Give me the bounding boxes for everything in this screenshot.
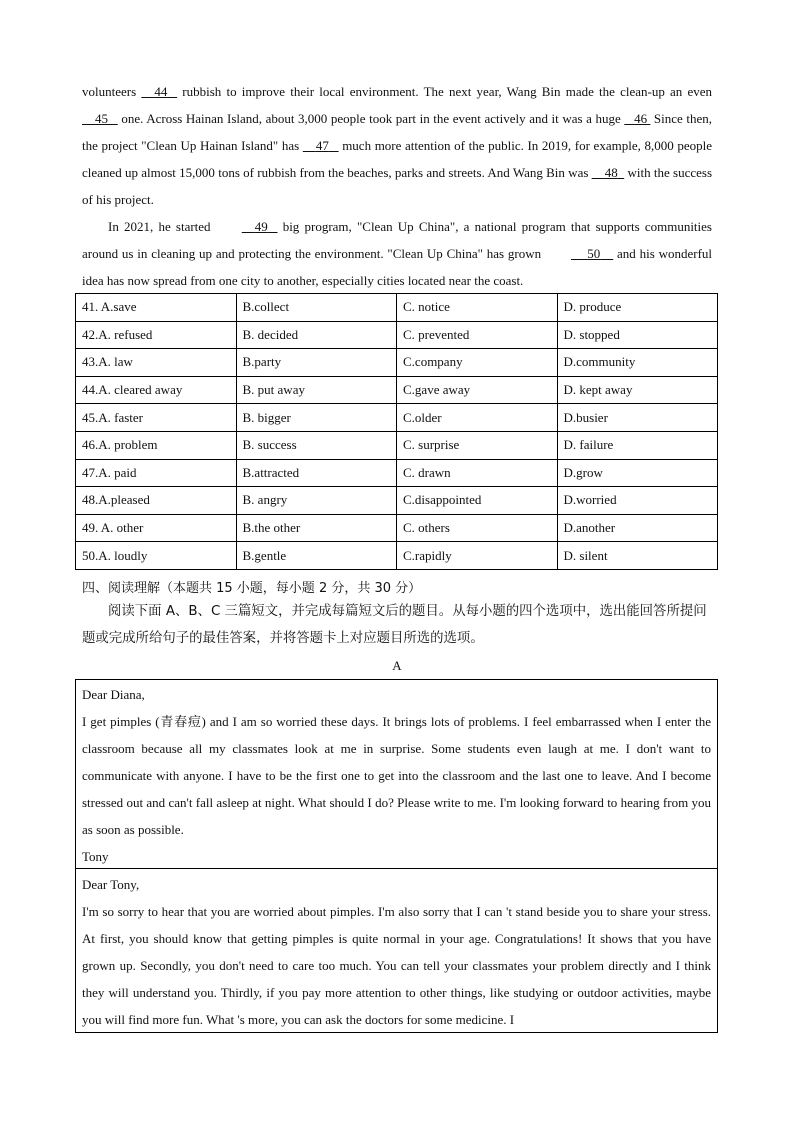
option-cell: C.gave away — [397, 376, 558, 404]
option-row — [76, 459, 718, 487]
text: Since then, the project "Clean Up Hainan Island" has — [82, 111, 712, 153]
option-cell: C. surprise — [397, 431, 558, 459]
passage-label: A — [392, 658, 402, 673]
text: one. Across Hainan Island, about 3,000 people took part in the event actively and it was a huge — [121, 111, 621, 126]
option-cell: D.another — [557, 514, 718, 542]
text: with the success of his project. — [82, 165, 713, 207]
option-row — [76, 376, 718, 404]
option-row — [76, 514, 718, 542]
option-cell: 49. A. other — [76, 514, 237, 542]
option-cell: D. stopped — [557, 321, 718, 349]
option-cell: 47.A. paid — [76, 459, 237, 487]
text: and his wonderful idea has now spread from one city to another, especially cities located near the coast. — [82, 246, 713, 288]
option-cell: C.company — [397, 349, 558, 377]
option-cell: C. drawn — [397, 459, 558, 487]
letter-diana — [75, 868, 718, 1033]
text: rubbish to improve their local environment. The next year, Wang Bin made the clean-up an even — [182, 84, 713, 99]
blank-46: 46 — [634, 111, 648, 126]
option-cell: 42.A. refused — [76, 321, 237, 349]
option-row — [76, 431, 718, 459]
option-cell: D.community — [557, 349, 718, 377]
option-cell: B. angry — [236, 487, 397, 515]
options-table — [75, 293, 718, 570]
option-row — [76, 542, 718, 570]
option-cell: B. bigger — [236, 404, 397, 432]
option-cell: 46.A. problem — [76, 431, 237, 459]
option-row — [76, 404, 718, 432]
letter-body: I'm so sorry to hear that you are worried about pimples. I'm also sorry that I can 't stand beside you to share your stress. At first, you should know that getting pimples is quite normal in your age. Congratulations! It shows that you have grown up. Secondly, you don't need to care too much. You can tell your classmates your problem directly and I think they will understand you. Thirdly, if you pay more attention to other things, like studying or outdoor activities, maybe you will find more fun. What 's more, you can ask the doctors for some medicine. I — [82, 904, 711, 1027]
section-heading: 四、阅读理解（本题共 15 小题，每小题 2 分，共 30 分） — [82, 581, 422, 596]
option-cell: B. success — [236, 431, 397, 459]
option-cell: B.collect — [236, 294, 397, 322]
option-row — [76, 321, 718, 349]
letter-greeting: Dear Tony, — [82, 877, 140, 892]
option-cell: D.busier — [557, 404, 718, 432]
option-row — [76, 294, 718, 322]
text: much more attention of the public. In 2019, for example, 8,000 people cleaned up almost 15,000 tons of rubbish from the beaches, parks and streets. And Wang Bin was — [82, 138, 712, 180]
blank-48: 48 — [604, 165, 618, 180]
option-cell: B.party — [236, 349, 397, 377]
option-cell: D.worried — [557, 487, 718, 515]
passage-paragraph-1 — [82, 78, 712, 213]
option-cell: 50.A. loudly — [76, 542, 237, 570]
blank-50: 50 — [587, 246, 601, 261]
letter-body: I get pimples (青春痘) and I am so worried these days. It brings lots of problems. I feel embarrassed when I enter the classroom because all my classmates look at me in surprise. Some students even laugh at me. I don't want to communicate with anyone. I have to be the first one to get into the classroom and the last one to leave. And I become stressed out and can't fall asleep at night. What should I do? Please write to me. I'm looking forward to hearing from you as soon as possible. — [82, 714, 711, 837]
option-cell: 44.A. cleared away — [76, 376, 237, 404]
option-cell: D. produce — [557, 294, 718, 322]
letter-greeting: Dear Diana, — [82, 687, 145, 702]
option-cell: C.rapidly — [397, 542, 558, 570]
option-cell: 45.A. faster — [76, 404, 237, 432]
option-cell: C.disappointed — [397, 487, 558, 515]
option-cell: D. silent — [557, 542, 718, 570]
text: big program, "Clean Up China", a national program that supports communities around us in cleaning up and protecting the environment. "Clean Up China" has grown — [82, 219, 712, 261]
option-cell: B.gentle — [236, 542, 397, 570]
passage-paragraph-2 — [82, 213, 712, 294]
option-cell: 43.A. law — [76, 349, 237, 377]
option-cell: D.grow — [557, 459, 718, 487]
option-cell: 48.A.pleased — [76, 487, 237, 515]
option-cell: B. decided — [236, 321, 397, 349]
letter-signature: Tony — [82, 849, 109, 864]
option-cell: B. put away — [236, 376, 397, 404]
option-row — [76, 349, 718, 377]
text: In 2021, he started — [108, 219, 211, 234]
option-cell: C. prevented — [397, 321, 558, 349]
option-cell: C. others — [397, 514, 558, 542]
option-cell: C.older — [397, 404, 558, 432]
text: volunteers — [82, 84, 137, 99]
blank-45: 45 — [95, 111, 108, 126]
option-cell: B.attracted — [236, 459, 397, 487]
option-row — [76, 487, 718, 515]
option-cell: D. failure — [557, 431, 718, 459]
blank-44: 44 — [154, 84, 168, 99]
section-instruction: 阅读下面 A、B、C 三篇短文，并完成每篇短文后的题目。从每小题的四个选项中，选出能回答所提问题或完成所给句子的最佳答案，并将答题卡上对应题目所选的选项。 — [82, 604, 707, 646]
letter-tony — [75, 679, 718, 869]
option-cell: C. notice — [397, 294, 558, 322]
blank-47: 47 — [315, 138, 329, 153]
blank-49: 49 — [254, 219, 268, 234]
option-cell: B.the other — [236, 514, 397, 542]
option-cell: D. kept away — [557, 376, 718, 404]
option-cell: 41. A.save — [76, 294, 237, 322]
